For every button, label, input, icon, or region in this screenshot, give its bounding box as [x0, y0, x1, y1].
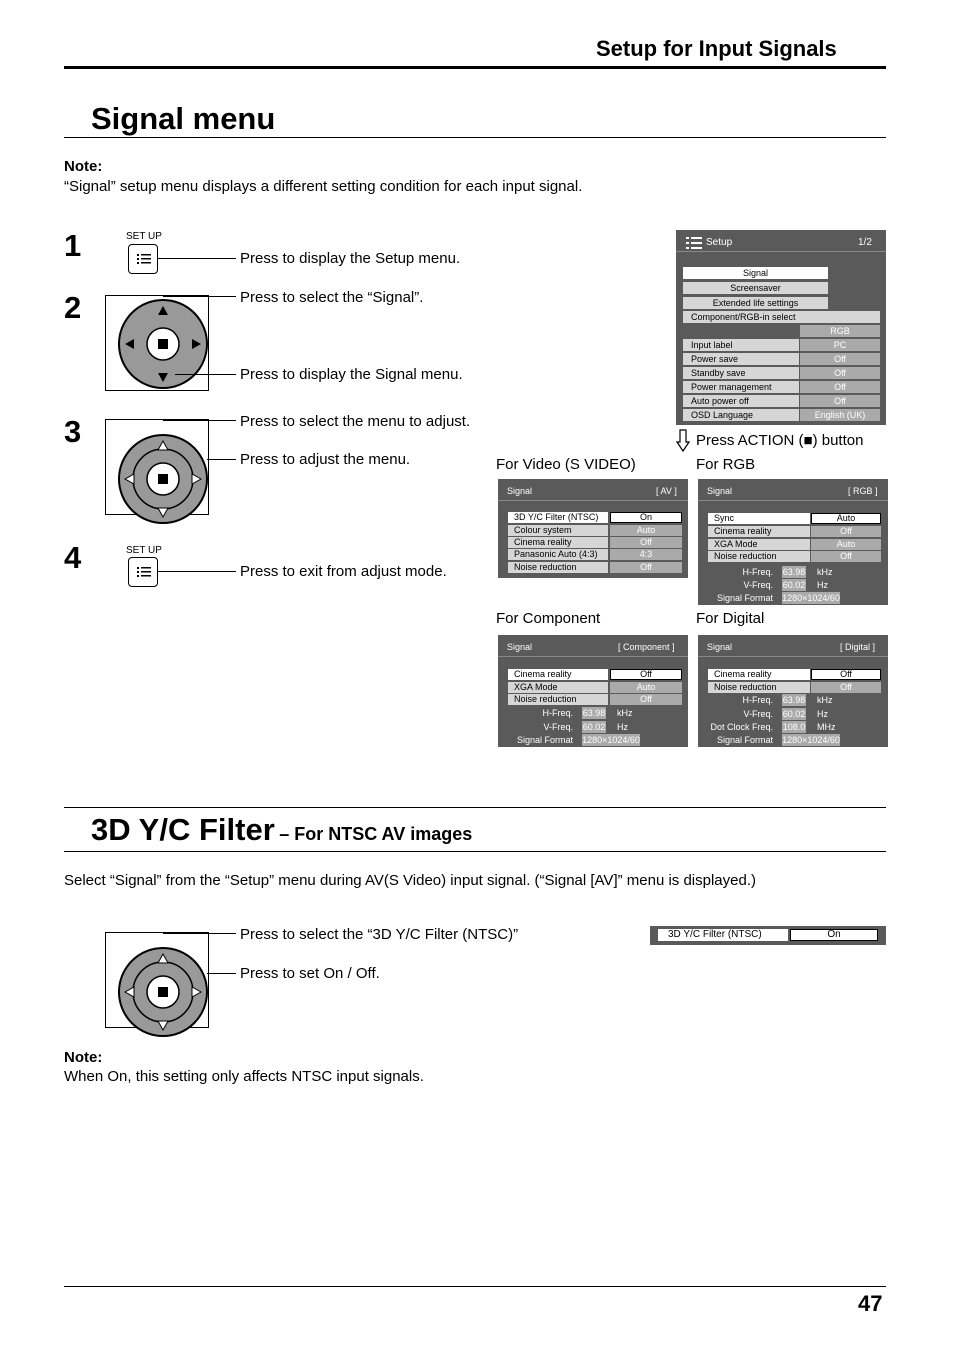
osd-row-value: Off	[800, 353, 880, 365]
osd-row-label[interactable]: Noise reduction	[708, 551, 810, 562]
yc-filter-bar-value[interactable]: On	[790, 929, 878, 941]
direction-pad[interactable]	[113, 946, 209, 1038]
osd-divider	[498, 500, 688, 501]
yc-filter-title: 3D Y/C Filter	[91, 812, 275, 847]
osd-item-component-rgb[interactable]: Component/RGB-in select	[683, 311, 880, 323]
osd-info-unit: Hz	[817, 709, 828, 719]
osd-row-value: Auto	[811, 539, 881, 550]
menu-list-icon	[137, 253, 151, 265]
setup-button[interactable]	[128, 557, 158, 587]
leader-line	[163, 933, 236, 934]
osd-row-value[interactable]: On	[610, 512, 682, 523]
osd-row-value: PC	[800, 339, 880, 351]
osd-row-label[interactable]: Power save	[683, 353, 799, 365]
osd-info-label: H-Freq.	[742, 695, 773, 705]
leader-line	[163, 296, 236, 297]
setup-button-label: SET UP	[126, 231, 162, 242]
section-rule-bottom	[64, 851, 886, 852]
osd-row-label[interactable]: Auto power off	[683, 395, 799, 407]
section-header-title: Setup for Input Signals	[596, 36, 837, 61]
caption-video: For Video (S VIDEO)	[496, 456, 636, 473]
direction-pad[interactable]	[113, 297, 209, 389]
yc-filter-intro: Select “Signal” from the “Setup” menu during AV(S Video) input signal. (“Signal [AV]” menu is displayed.)	[64, 872, 756, 889]
osd-row-label[interactable]: 3D Y/C Filter (NTSC)	[508, 512, 608, 523]
osd-row-label[interactable]: Cinema reality	[708, 669, 810, 680]
osd-row-label[interactable]: Panasonic Auto (4:3)	[508, 549, 608, 560]
osd-row-label[interactable]: Noise reduction	[708, 682, 810, 693]
osd-tag: [ AV ]	[656, 486, 677, 496]
osd-component-value: RGB	[800, 325, 880, 337]
osd-row-label[interactable]: Sync	[708, 513, 810, 524]
osd-divider	[698, 500, 888, 501]
signal-osd-av	[498, 479, 688, 578]
yc-filter-subtitle: – For NTSC AV images	[279, 824, 473, 844]
leader-line	[175, 374, 236, 375]
osd-info-value: 63.98	[782, 567, 806, 577]
signal-osd-rgb	[698, 479, 888, 605]
leader-line	[207, 973, 236, 974]
osd-title: Signal	[507, 642, 533, 652]
osd-row-value: Auto	[610, 525, 682, 536]
step-2-text-a: Press to select the “Signal”.	[240, 289, 424, 306]
osd-info-value: 60.02	[782, 709, 806, 719]
osd-row-label[interactable]: Cinema reality	[508, 669, 608, 680]
osd-page-indicator: 1/2	[858, 237, 872, 248]
step-3-number: 3	[64, 414, 82, 449]
osd-tag: [ RGB ]	[848, 486, 878, 496]
osd-info-label: Signal Format	[516, 735, 573, 745]
step-2-number: 2	[64, 290, 82, 325]
setup-osd-screen	[676, 230, 886, 425]
osd-info-unit: kHz	[817, 567, 833, 577]
osd-info-unit: Hz	[817, 580, 828, 590]
direction-pad[interactable]	[113, 433, 209, 525]
caption-rgb: For RGB	[696, 456, 756, 473]
osd-info-unit: MHz	[817, 722, 836, 732]
step-3-text-b: Press to adjust the menu.	[240, 451, 411, 468]
header-rule	[64, 66, 886, 69]
step-4-text: Press to exit from adjust mode.	[240, 563, 447, 580]
osd-title: Setup	[706, 237, 733, 248]
leader-line	[158, 571, 236, 572]
osd-info-unit: kHz	[817, 695, 833, 705]
title-rule	[64, 137, 886, 138]
yc-filter-text-b: Press to set On / Off.	[240, 965, 380, 982]
osd-row-label[interactable]: Noise reduction	[508, 694, 608, 705]
osd-info-value: 63.98	[782, 695, 806, 705]
osd-info-value: 1280×1024/60	[782, 593, 840, 603]
osd-row-value: 4:3	[610, 549, 682, 560]
osd-info-label: Signal Format	[716, 593, 773, 603]
setup-button[interactable]	[128, 244, 158, 274]
caption-component: For Component	[496, 610, 601, 627]
press-action-text: Press ACTION (■) button	[696, 432, 864, 449]
yc-note-label: Note:	[64, 1049, 103, 1066]
osd-info-value: 1280×1024/60	[582, 735, 640, 745]
osd-row-label[interactable]: OSD Language	[683, 409, 799, 421]
step-2-text-b: Press to display the Signal menu.	[240, 366, 463, 383]
osd-tag: [ Component ]	[618, 642, 675, 652]
osd-row-value: Off	[800, 395, 880, 407]
yc-filter-osd-bar	[650, 926, 886, 945]
down-arrow-icon	[676, 429, 690, 453]
osd-info-value: 1280×1024/60	[782, 735, 840, 745]
menu-list-icon	[686, 237, 702, 249]
osd-item-screensaver[interactable]: Screensaver	[683, 282, 828, 294]
osd-row-label[interactable]: Input label	[683, 339, 799, 351]
osd-row-label[interactable]: Noise reduction	[508, 562, 608, 573]
osd-info-value: 63.98	[582, 708, 606, 718]
osd-row-value: English (UK)	[800, 409, 880, 421]
caption-digital: For Digital	[696, 610, 765, 627]
osd-info-label: V-Freq.	[743, 709, 773, 719]
osd-row-value: Off	[811, 551, 881, 562]
osd-item-signal[interactable]: Signal	[683, 267, 828, 279]
note-text: “Signal” setup menu displays a different setting condition for each input signal.	[64, 178, 583, 195]
osd-row-label[interactable]: Power management	[683, 381, 799, 393]
step-4-number: 4	[64, 540, 82, 575]
osd-info-value: 60.02	[782, 580, 806, 590]
step-3-text-a: Press to select the menu to adjust.	[240, 413, 471, 430]
signal-osd-component	[498, 635, 688, 747]
osd-info-value: 108.0	[782, 722, 806, 732]
step-1-text: Press to display the Setup menu.	[240, 250, 461, 267]
page-number: 47	[858, 1291, 883, 1316]
osd-row-value: Off	[811, 682, 881, 693]
signal-osd-digital	[698, 635, 888, 747]
osd-info-label: H-Freq.	[542, 708, 573, 718]
osd-row-value: Off	[800, 381, 880, 393]
menu-list-icon	[137, 566, 151, 578]
osd-info-label: Signal Format	[716, 735, 773, 745]
osd-info-value: 60.02	[582, 722, 606, 732]
osd-row-value: Off	[610, 694, 682, 705]
osd-title: Signal	[707, 486, 733, 496]
osd-divider	[676, 251, 886, 252]
osd-info-unit: Hz	[617, 722, 628, 732]
yc-note-text: When On, this setting only affects NTSC input signals.	[64, 1068, 424, 1085]
osd-row-value[interactable]: Off	[811, 669, 881, 680]
osd-row-value: Off	[610, 562, 682, 573]
note-label: Note:	[64, 158, 103, 175]
osd-info-label: V-Freq.	[543, 722, 573, 732]
yc-filter-heading	[91, 812, 472, 848]
osd-info-unit: kHz	[617, 708, 633, 718]
osd-row-label[interactable]: XGA Mode	[508, 682, 608, 693]
yc-filter-text-a: Press to select the “3D Y/C Filter (NTSC)”	[240, 926, 519, 943]
osd-row-label[interactable]: Standby save	[683, 367, 799, 379]
osd-tag: [ Digital ]	[840, 642, 876, 652]
osd-info-label: H-Freq.	[742, 567, 773, 577]
setup-button-label: SET UP	[126, 545, 162, 556]
osd-divider	[698, 656, 888, 657]
osd-row-label[interactable]: Cinema reality	[508, 537, 608, 548]
osd-row-value: Off	[610, 537, 682, 548]
osd-row-value: Off	[800, 367, 880, 379]
osd-divider	[498, 656, 688, 657]
osd-title: Signal	[707, 642, 733, 652]
osd-info-label: V-Freq.	[743, 580, 773, 590]
footer-rule	[64, 1286, 886, 1287]
leader-line	[163, 420, 236, 421]
section-rule-top	[64, 807, 886, 808]
osd-item-extended-life[interactable]: Extended life settings	[683, 297, 828, 309]
osd-row-label[interactable]: Cinema reality	[708, 526, 810, 537]
osd-row-value: Auto	[610, 682, 682, 693]
osd-row-label[interactable]: Colour system	[508, 525, 608, 536]
osd-row-label[interactable]: XGA Mode	[708, 539, 810, 550]
osd-row-value[interactable]: Auto	[811, 513, 881, 524]
osd-info-label: Dot Clock Freq.	[710, 722, 773, 732]
osd-row-value: Off	[811, 526, 881, 537]
yc-filter-bar-label[interactable]: 3D Y/C Filter (NTSC)	[658, 929, 788, 941]
page-title: Signal menu	[91, 101, 276, 136]
step-1-number: 1	[64, 228, 82, 263]
osd-row-value[interactable]: Off	[610, 669, 682, 680]
leader-line	[207, 459, 236, 460]
leader-line	[158, 258, 236, 259]
osd-title: Signal	[507, 486, 533, 496]
